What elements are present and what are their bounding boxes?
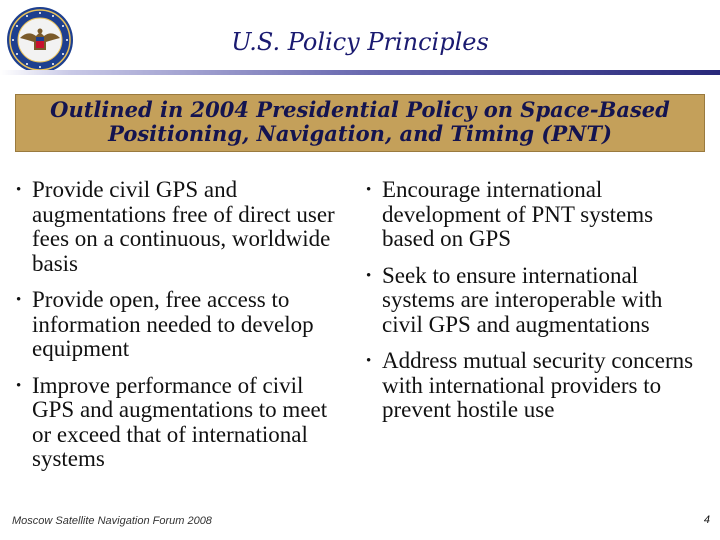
bullet-icon: • (366, 353, 372, 369)
title-divider (0, 70, 720, 75)
bullet-item (10, 288, 350, 362)
bullet-item (10, 374, 350, 472)
bullet-icon: • (16, 292, 22, 308)
right-bullet-list (360, 178, 700, 435)
bullet-item (360, 264, 700, 338)
footer-text: Moscow Satellite Navigation Forum 2008 (12, 515, 212, 527)
bullet-text: Provide open, free access to information needed to develop equipment (32, 287, 314, 361)
page-number: 4 (703, 514, 710, 526)
left-bullet-list (10, 178, 350, 484)
bullet-text: Seek to ensure international systems are interoperable with civil GPS and augmentations (382, 262, 663, 337)
bullet-icon: • (366, 267, 372, 284)
bullet-icon: • (16, 182, 22, 198)
bullet-item (360, 349, 700, 423)
bullet-text: Encourage international development of PNT systems based on GPS (382, 177, 654, 251)
bullet-text: Improve performance of civil GPS and augmentations to meet or exceed that of international systems (32, 372, 328, 471)
subtitle-banner (15, 94, 705, 152)
bullet-item (10, 178, 350, 276)
slide-title: U.S. Policy Principles (231, 28, 489, 56)
bullet-text: Address mutual security concerns with international providers to prevent hostile use (382, 348, 694, 422)
bullet-icon: • (16, 377, 22, 394)
state-department-seal-icon (6, 6, 74, 74)
subtitle-text: Outlined in 2004 Presidential Policy on Space-Based Positioning, Navigation, and Timing (PNT) (50, 97, 670, 146)
bullet-icon: • (366, 182, 372, 198)
bullet-text: Provide civil GPS and augmentations free of direct user fees on a continuous, worldwide basis (32, 177, 335, 276)
bullet-item (360, 178, 700, 252)
